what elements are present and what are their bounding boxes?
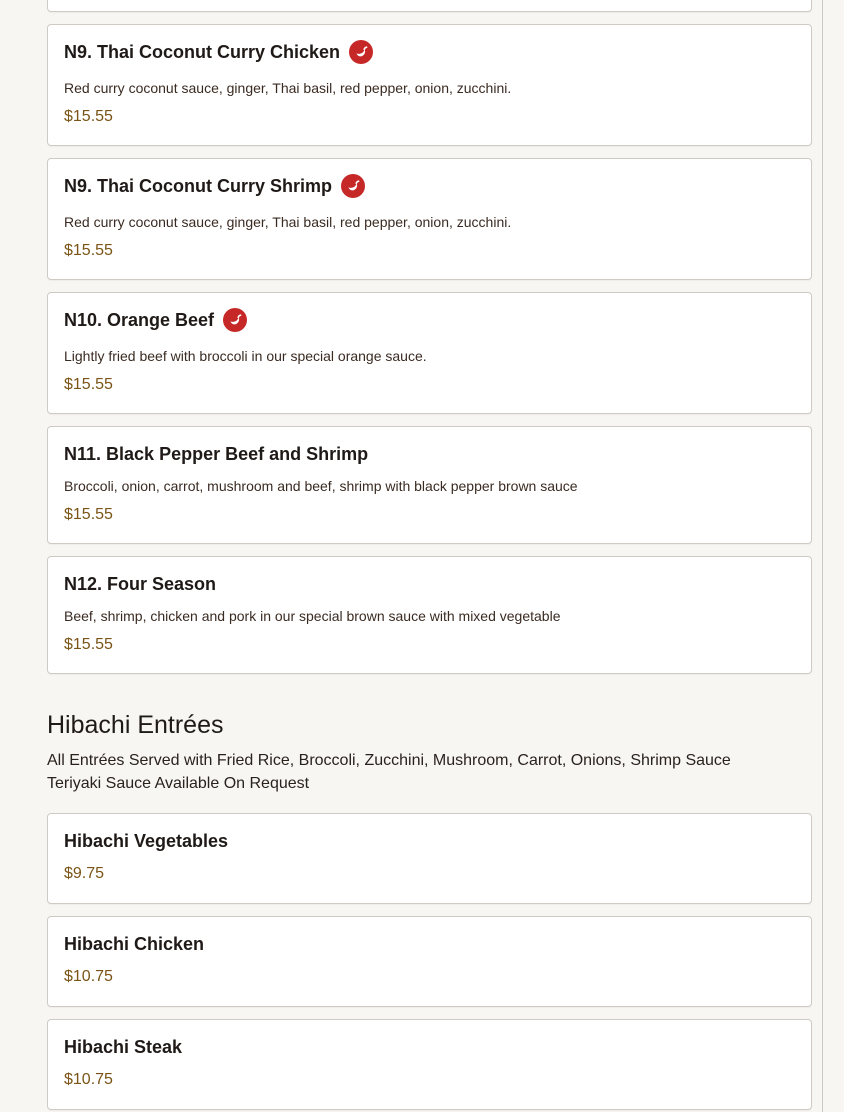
- menu-item-card[interactable]: [47, 916, 812, 1007]
- menu-item-price: $10.75: [64, 1071, 113, 1088]
- menu-item-name: Hibachi Steak: [64, 1036, 183, 1057]
- section-title: Hibachi Entrées: [47, 711, 224, 739]
- menu-item-description: Red curry coconut sauce, ginger, Thai basil, red pepper, onion, zucchini.: [64, 214, 512, 230]
- menu-item-price: $15.55: [64, 108, 113, 125]
- chili-pepper-icon: [341, 174, 365, 198]
- menu-item-card[interactable]: [47, 24, 812, 146]
- chili-pepper-icon: [349, 40, 373, 64]
- menu-item-price: $15.55: [64, 242, 113, 259]
- menu-item-title: [64, 932, 204, 956]
- menu-item-description: Red curry coconut sauce, ginger, Thai basil, red pepper, onion, zucchini.: [64, 80, 512, 96]
- menu-item-title: [64, 1035, 182, 1059]
- menu-item-title: [64, 308, 247, 332]
- menu-item-price: $9.75: [64, 865, 105, 882]
- menu-item-card[interactable]: [47, 292, 812, 414]
- menu-item-name: N11. Black Pepper Beef and Shrimp: [64, 443, 369, 464]
- menu-item-description: Beef, shrimp, chicken and pork in our special brown sauce with mixed vegetable: [64, 608, 561, 624]
- menu-item-description: Lightly fried beef with broccoli in our special orange sauce.: [64, 348, 427, 364]
- menu-item-title: [64, 40, 373, 64]
- menu-item-title: [64, 572, 216, 596]
- menu-item-title: [64, 829, 228, 853]
- menu-item-name: N9. Thai Coconut Curry Chicken: [64, 41, 341, 62]
- menu-item-name: Hibachi Chicken: [64, 933, 205, 954]
- menu-item-price: $10.75: [64, 968, 113, 985]
- menu-item-price: $15.55: [64, 376, 113, 393]
- menu-item-price: $15.55: [64, 636, 113, 653]
- section-note: Teriyaki Sauce Available On Request: [47, 775, 310, 792]
- menu-item-card-previous[interactable]: [47, 0, 812, 12]
- menu-item-description: Broccoli, onion, carrot, mushroom and beef, shrimp with black pepper brown sauce: [64, 478, 578, 494]
- page-right-border: [822, 0, 823, 1112]
- chili-pepper-icon: [223, 308, 247, 332]
- menu-item-name: N10. Orange Beef: [64, 309, 215, 330]
- menu-item-card[interactable]: [47, 556, 812, 674]
- menu-item-name: N9. Thai Coconut Curry Shrimp: [64, 175, 333, 196]
- menu-item-card[interactable]: [47, 158, 812, 280]
- menu-item-card[interactable]: [47, 1019, 812, 1110]
- menu-item-name: Hibachi Vegetables: [64, 830, 229, 851]
- menu-item-price: $15.55: [64, 506, 113, 523]
- menu-item-card[interactable]: [47, 813, 812, 904]
- section-note: All Entrées Served with Fried Rice, Broccoli, Zucchini, Mushroom, Carrot, Onions, Shrimp Sauce: [47, 752, 731, 769]
- menu-item-title: [64, 442, 368, 466]
- menu-item-name: N12. Four Season: [64, 573, 217, 594]
- menu-item-card[interactable]: [47, 426, 812, 544]
- menu-item-title: [64, 174, 365, 198]
